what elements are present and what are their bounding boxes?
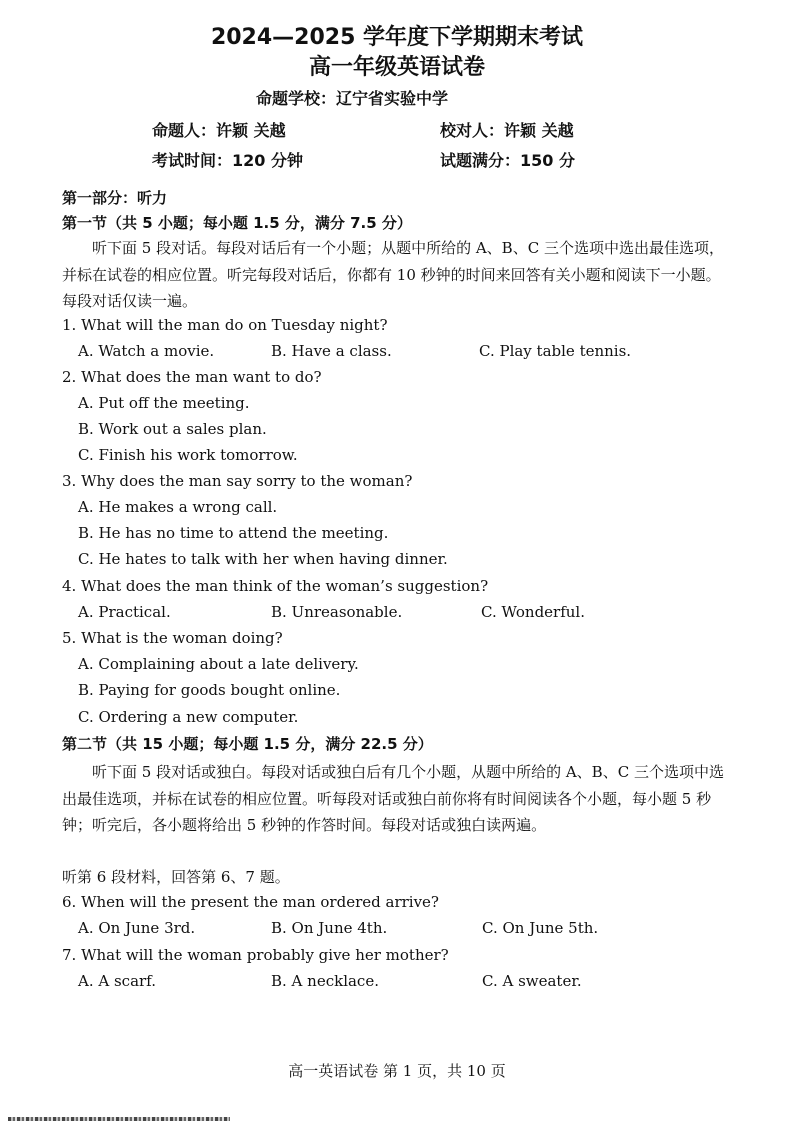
option-a: A. Practical.: [78, 603, 171, 621]
author-label: 命题人：: [152, 121, 217, 140]
option-b: B. A necklace.: [271, 972, 379, 990]
page-footer: 高一英语试卷 第 1 页，共 10 页: [288, 1062, 506, 1080]
question-stem: 3. Why does the man say sorry to the woman?: [62, 472, 413, 490]
question-stem: 2. What does the man want to do?: [62, 368, 322, 386]
question-stem: 6. When will the present the man ordered arrive?: [62, 893, 439, 911]
option-a: A. On June 3rd.: [78, 919, 196, 937]
option-c: C. Wonderful.: [481, 603, 585, 621]
full-score-value: 150 分: [520, 151, 575, 170]
question-stem: 4. What does the man think of the woman’s suggestion?: [62, 577, 489, 595]
full-score-info: [440, 148, 575, 171]
proofreader-value: 许颖 关越: [504, 121, 574, 140]
section1-instructions: 听下面 5 段对话。每段对话后有一个小题；从题中所给的 A、B、C 三个选项中选出最佳选项，并标在试卷的相应位置。听完每段对话后，你都有 10 秒钟的时间来回答有关小题和阅读下一小题。每段对话仅读一遍。: [62, 239, 724, 310]
option-c: C. On June 5th.: [482, 919, 599, 937]
author-value: 许颖 关越: [216, 121, 286, 140]
part1-title: 第一部分：听力: [62, 189, 168, 207]
exam-time-info: [152, 148, 303, 171]
option-c: C. A sweater.: [482, 972, 582, 990]
option-c: C. Ordering a new computer.: [78, 708, 299, 726]
proofreader-label: 校对人：: [440, 121, 505, 140]
material-note: 听第 6 段材料，回答第 6、7 题。: [62, 868, 290, 886]
question-stem: 7. What will the woman probably give her mother?: [62, 946, 449, 964]
question-stem: 1. What will the man do on Tuesday night?: [62, 316, 388, 334]
option-b: B. On June 4th.: [271, 919, 388, 937]
exam-time-value: 120 分钟: [232, 151, 303, 170]
option-b: B. He has no time to attend the meeting.: [78, 524, 389, 542]
full-score-label: 试题满分：: [440, 151, 521, 170]
option-a: A. A scarf.: [78, 972, 156, 990]
option-a: A. Put off the meeting.: [78, 394, 250, 412]
option-b: B. Unreasonable.: [271, 603, 403, 621]
author-info: [152, 118, 286, 141]
option-c: C. He hates to talk with her when having dinner.: [78, 550, 448, 568]
option-c: C. Finish his work tomorrow.: [78, 446, 298, 464]
exam-time-label: 考试时间：: [152, 151, 233, 170]
option-b: B. Paying for goods bought online.: [78, 681, 341, 699]
option-a: A. Watch a movie.: [78, 342, 215, 360]
proofreader-info: [440, 118, 574, 141]
option-b: B. Have a class.: [271, 342, 392, 360]
school-info: [256, 86, 448, 109]
option-a: A. He makes a wrong call.: [78, 498, 278, 516]
option-c: C. Play table tennis.: [479, 342, 632, 360]
option-b: B. Work out a sales plan.: [78, 420, 267, 438]
section2-instructions: 听下面 5 段对话或独白。每段对话或独白后有几个小题，从题中所给的 A、B、C 三个选项中选出最佳选项，并标在试卷的相应位置。听每段对话或独白前你将有时间阅读各个小题，每小题 5 秒钟；听完后，各小题将给出 5 秒钟的作答时间。每段对话或独白读两遍。: [62, 763, 724, 834]
question-stem: 5. What is the woman doing?: [62, 629, 283, 647]
exam-title: 2024—2025 学年度下学期期末考试: [210, 25, 584, 50]
section2-title: 第二节（共 15 小题；每小题 1.5 分，满分 22.5 分）: [62, 735, 433, 753]
scan-artifact-strip: [8, 1117, 230, 1121]
school-label: 命题学校：: [256, 89, 337, 108]
option-a: A. Complaining about a late delivery.: [78, 655, 359, 673]
school-value: 辽宁省实验中学: [336, 89, 449, 108]
section1-title: 第一节（共 5 小题；每小题 1.5 分，满分 7.5 分）: [62, 214, 412, 232]
exam-subtitle: 高一年级英语试卷: [308, 55, 485, 80]
